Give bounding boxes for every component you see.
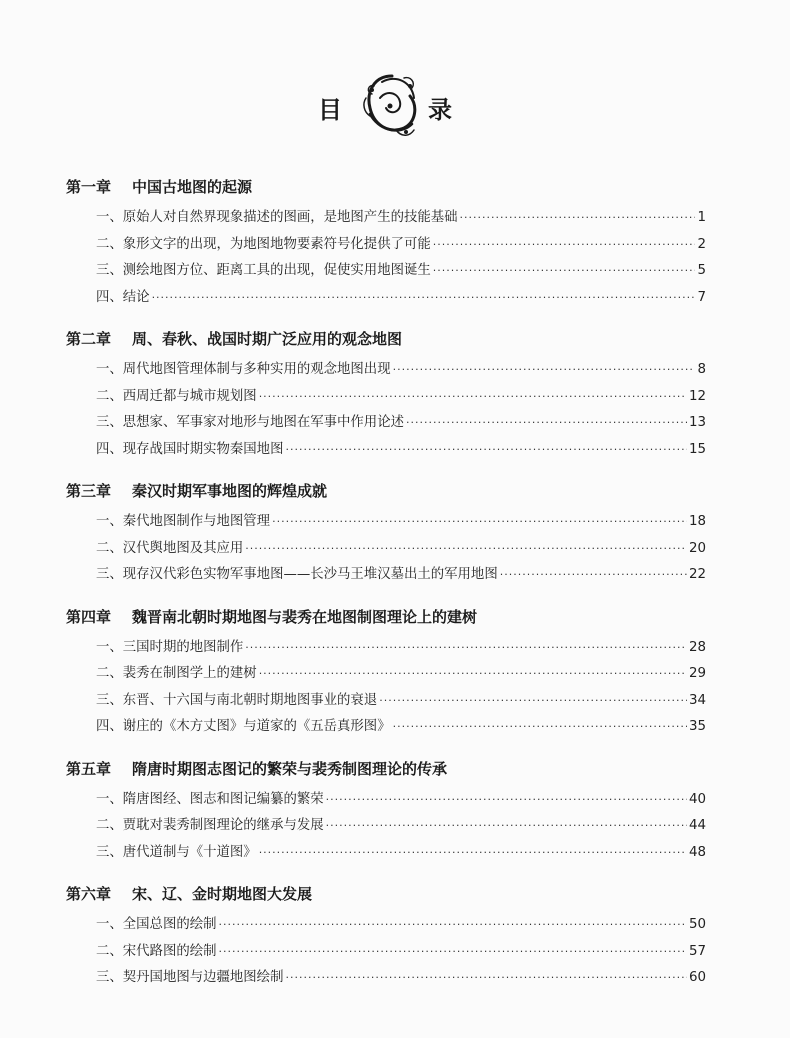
entry-page: 15: [688, 441, 706, 457]
entry-page: 2: [697, 236, 706, 252]
toc-entry[interactable]: [66, 841, 706, 868]
chapter-number: 第一章: [66, 178, 112, 196]
chapter-3: [66, 480, 706, 590]
chapter-heading[interactable]: [66, 606, 706, 632]
toc-entry[interactable]: [66, 814, 706, 841]
entry-text: 三、思想家、军事家对地形与地图在军事中作用论述: [96, 415, 404, 430]
entry-text: 二、宋代路图的绘制: [96, 943, 217, 959]
toc-entry[interactable]: [66, 233, 706, 260]
entry-page: 60: [688, 970, 706, 985]
entry-page: 12: [688, 388, 706, 404]
dot-leader: [379, 694, 687, 707]
dot-leader: [152, 291, 696, 304]
toc-entry[interactable]: [66, 689, 706, 716]
entry-page: 35: [688, 719, 706, 734]
entry-text: 一、周代地图管理体制与多种实用的观念地图出现: [96, 362, 391, 377]
entry-text: 三、现存汉代彩色实物军事地图——长沙马王堆汉墓出土的军用地图: [96, 567, 498, 582]
dot-leader: [259, 846, 687, 859]
entry-page: 20: [688, 540, 706, 556]
toc-entry[interactable]: [66, 662, 706, 689]
dot-leader: [393, 363, 696, 376]
chapter-title: 隋唐时期图志图记的繁荣与裴秀制图理论的传承: [132, 759, 448, 778]
entry-page: 5: [697, 263, 706, 278]
chapter-title: 宋、辽、金时期地图大发展: [132, 885, 313, 903]
entry-page: 34: [688, 692, 706, 708]
chapter-title: 周、春秋、战国时期广泛应用的观念地图: [132, 330, 403, 348]
entry-page: 8: [697, 362, 706, 377]
entry-page: 13: [688, 415, 706, 430]
entry-page: 50: [688, 917, 706, 932]
dot-leader: [326, 819, 687, 832]
entry-page: 40: [688, 791, 706, 807]
toc-entry[interactable]: [66, 913, 706, 940]
chapter-heading[interactable]: [66, 883, 706, 909]
chapter-heading[interactable]: [66, 480, 706, 506]
entry-text: 一、原始人对自然界现象描述的图画，是地图产生的技能基础: [96, 210, 458, 225]
chapter-1: [66, 176, 706, 312]
entry-page: 44: [688, 818, 706, 833]
toc-entry[interactable]: [66, 715, 706, 742]
entry-text: 二、象形文字的出现，为地图地物要素符号化提供了可能: [96, 236, 431, 252]
entry-page: 48: [688, 844, 706, 860]
toc-entry[interactable]: [66, 358, 706, 385]
toc-entry[interactable]: [66, 206, 706, 233]
entry-text: 三、唐代道制与《十道图》: [96, 844, 257, 860]
chapter-number: 第二章: [66, 330, 112, 348]
dot-leader: [219, 918, 687, 931]
entry-page: 18: [688, 514, 706, 529]
entry-text: 三、东晋、十六国与南北朝时期地图事业的衰退: [96, 692, 378, 708]
toc-entry[interactable]: [66, 259, 706, 286]
dot-leader: [460, 211, 696, 224]
dot-leader: [326, 793, 687, 806]
toc-entry[interactable]: [66, 636, 706, 663]
chapter-2: [66, 328, 706, 464]
entry-page: 1: [697, 210, 706, 225]
toc-entry[interactable]: [66, 563, 706, 590]
toc-entry[interactable]: [66, 788, 706, 815]
chapter-title: 秦汉时期军事地图的辉煌成就: [132, 482, 328, 500]
entry-text: 四、现存战国时期实物秦国地图: [96, 441, 284, 457]
entry-text: 四、谢庄的《木方丈图》与道家的《五岳真形图》: [96, 719, 391, 734]
entry-text: 二、汉代舆地图及其应用: [96, 540, 244, 556]
chapter-number: 第五章: [66, 759, 112, 778]
toc-entry[interactable]: [66, 438, 706, 465]
dot-leader: [500, 568, 687, 581]
chapter-heading[interactable]: [66, 328, 706, 354]
entry-text: 四、结论: [96, 289, 150, 305]
chapter-title: 中国古地图的起源: [132, 178, 253, 196]
chapter-6: [66, 883, 706, 993]
entry-text: 一、全国总图的绘制: [96, 917, 217, 932]
toc-entry[interactable]: [66, 966, 706, 993]
entry-page: 28: [688, 639, 706, 655]
toc-entry[interactable]: [66, 411, 706, 438]
dot-leader: [285, 971, 686, 984]
title-char-right: 录: [428, 96, 452, 124]
chapter-heading[interactable]: [66, 176, 706, 202]
dot-leader: [245, 641, 687, 654]
toc-entry[interactable]: [66, 385, 706, 412]
dot-leader: [406, 416, 687, 429]
entry-text: 一、秦代地图制作与地图管理: [96, 514, 271, 529]
dot-leader: [433, 264, 696, 277]
table-of-contents: [66, 176, 706, 993]
entry-page: 29: [688, 666, 706, 681]
dot-leader: [259, 667, 687, 680]
dot-leader: [272, 515, 687, 528]
ornament-icon: [360, 68, 424, 142]
dot-leader: [285, 443, 686, 456]
entry-text: 三、契丹国地图与边疆地图绘制: [96, 970, 284, 985]
toc-entry[interactable]: [66, 510, 706, 537]
chapter-4: [66, 606, 706, 742]
dot-leader: [259, 390, 687, 403]
chapter-title: 魏晋南北朝时期地图与裴秀在地图制图理论上的建树: [132, 607, 478, 626]
chapter-heading[interactable]: [66, 758, 706, 784]
dot-leader: [393, 720, 687, 733]
dot-leader: [433, 238, 696, 251]
entry-page: 57: [688, 943, 706, 959]
page-title: [0, 58, 790, 150]
entry-page: 22: [688, 567, 706, 582]
toc-entry[interactable]: [66, 537, 706, 564]
chapter-number: 第六章: [66, 885, 112, 903]
toc-entry[interactable]: [66, 940, 706, 967]
dot-leader: [245, 542, 687, 555]
title-char-left: 目: [318, 96, 342, 124]
toc-entry[interactable]: [66, 286, 706, 313]
entry-text: 一、隋唐图经、图志和图记编纂的繁荣: [96, 791, 324, 807]
chapter-5: [66, 758, 706, 868]
chapter-number: 第三章: [66, 482, 112, 500]
dot-leader: [219, 945, 687, 958]
chapter-number: 第四章: [66, 607, 112, 626]
entry-text: 二、裴秀在制图学上的建树: [96, 666, 257, 681]
entry-text: 二、西周迁都与城市规划图: [96, 388, 257, 404]
entry-text: 三、测绘地图方位、距离工具的出现，促使实用地图诞生: [96, 263, 431, 278]
entry-text: 二、贾耽对裴秀制图理论的继承与发展: [96, 818, 324, 833]
entry-text: 一、三国时期的地图制作: [96, 639, 244, 655]
entry-page: 7: [697, 289, 706, 305]
